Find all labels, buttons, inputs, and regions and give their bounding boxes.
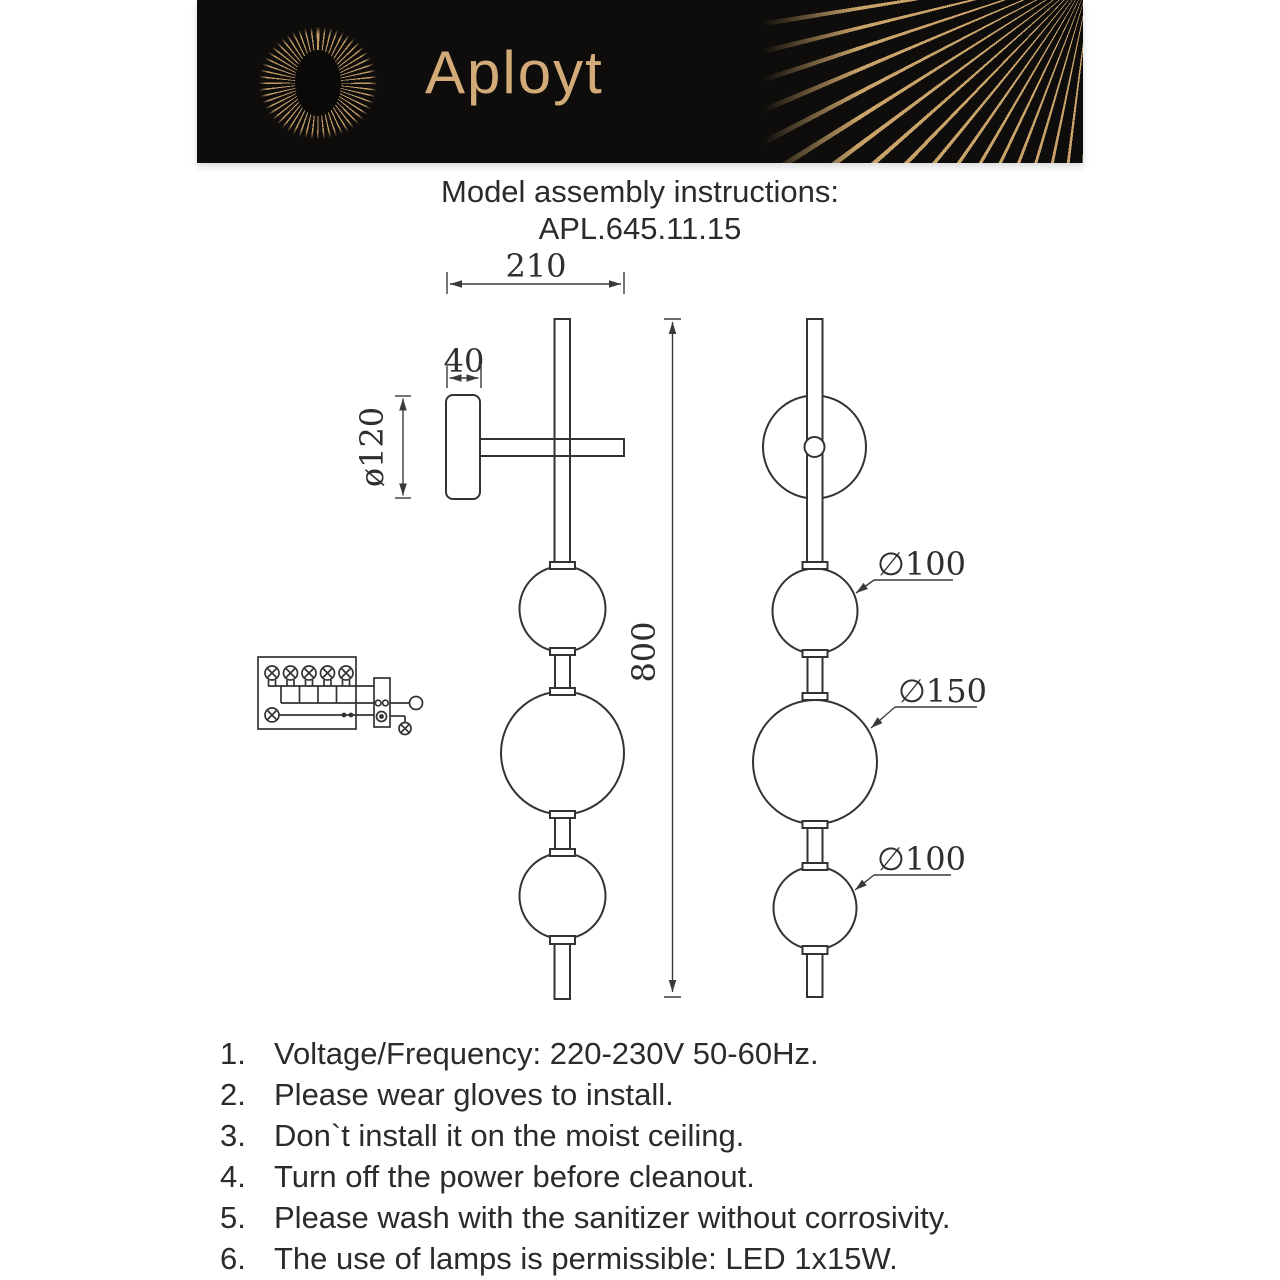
model-number: APL.645.11.15 (538, 211, 742, 246)
item-text: Turn off the power before cleanout. (274, 1159, 755, 1194)
dimension-plate-thickness-40 (444, 342, 485, 388)
item-number: 3. (220, 1118, 246, 1153)
page-title: Model assembly instructions: (441, 174, 839, 209)
list-item (220, 1197, 1120, 1238)
label-top-sphere-100 (856, 545, 966, 593)
list-item (220, 1156, 1120, 1197)
label-middle-sphere-150 (871, 672, 987, 728)
item-number: 6. (220, 1241, 246, 1276)
item-number: 1. (220, 1036, 246, 1071)
starburst-center (295, 50, 341, 116)
dim-plate-thickness-label: 40 (443, 342, 485, 380)
dimension-height-800 (625, 319, 681, 997)
item-text: The use of lamps is permissible: LED 1x15W. (274, 1241, 898, 1276)
dim-width-label: 210 (505, 250, 567, 285)
item-number: 5. (220, 1200, 246, 1235)
ray-fan-decoration-icon (763, 0, 1083, 163)
side-view (443, 319, 624, 999)
item-text: Please wear gloves to install. (274, 1077, 674, 1112)
item-text: Don`t install it on the moist ceiling. (274, 1118, 745, 1153)
item-number: 4. (220, 1159, 246, 1194)
label-bottom-sphere-100 (855, 840, 966, 890)
brand-name: Aployt (425, 39, 604, 106)
dim-height-label: 800 (625, 621, 663, 683)
dim-plate-diameter-label: ø120 (353, 406, 391, 488)
dim-middle-sphere-label: ∅150 (898, 672, 987, 710)
starburst-logo-icon (240, 9, 396, 157)
title-block (0, 173, 1280, 247)
lamp-symbols-row (265, 666, 353, 686)
dim-top-sphere-label: ∅100 (877, 545, 966, 583)
item-text: Please wash with the sanitizer without corrosivity. (274, 1200, 951, 1235)
list-item (220, 1238, 1120, 1279)
wiring-diagram (258, 657, 423, 735)
item-number: 2. (220, 1077, 246, 1112)
dimension-width-210 (447, 250, 624, 294)
list-item (220, 1115, 1120, 1156)
front-view (753, 319, 877, 997)
item-text: Voltage/Frequency: 220-230V 50-60Hz. (274, 1036, 819, 1071)
list-item (220, 1074, 1120, 1115)
instruction-list (220, 1033, 1120, 1279)
dimension-plate-diameter-120 (353, 396, 411, 498)
brand-banner (197, 0, 1083, 163)
technical-drawing (190, 250, 1090, 1040)
list-item (220, 1033, 1120, 1074)
dim-bottom-sphere-label: ∅100 (877, 840, 966, 878)
